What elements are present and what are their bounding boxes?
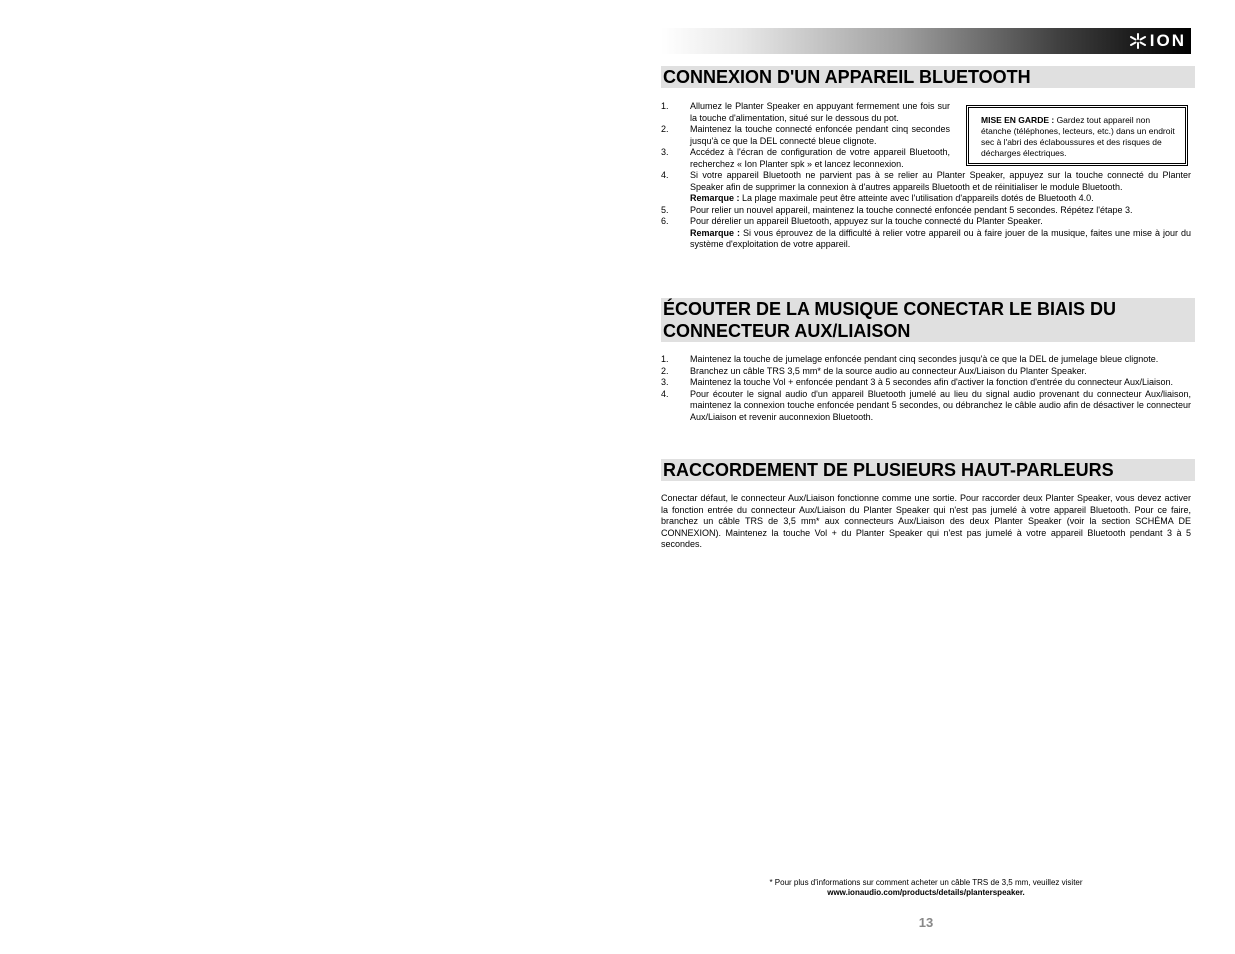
footnote-url: www.ionaudio.com/products/details/planterspeaker.: [827, 888, 1025, 897]
list-item: 2. Branchez un câble TRS 3,5 mm* de la source audio au connecteur Aux/Liaison du Planter Speaker.: [661, 365, 1087, 376]
brand-name: ION: [1149, 31, 1186, 50]
list-item: 4. Si votre appareil Bluetooth ne parvient pas à se relier au Planter Speaker, appuyez sur la touche connecté du Planter Speaker afin de supprimer la connexion à d'autres appareils Bluetooth et de réinitialiser le module Bluetooth. Remarque : La plage maximale peut être atteinte avec l'utilisation d'appareils dotés de Bluetooth 4.0.: [661, 170, 1191, 203]
warning-box: [966, 105, 1188, 166]
list-item: 1. Allumez le Planter Speaker en appuyant fermement une fois sur la touche d'alimentation, situé sur le dessous du pot.: [661, 101, 950, 123]
list-item: 1. Maintenez la touche de jumelage enfoncée pendant cinq secondes jusqu'à ce que la DEL de jumelage bleue clignote.: [661, 354, 1159, 364]
section-title-multi-speaker: RACCORDEMENT DE PLUSIEURS HAUT-PARLEURS: [661, 459, 1195, 481]
list-item: 3. Accédez à l'écran de configuration de votre appareil Bluetooth, recherchez « Ion Planter spk » et lancez leconnexion.: [661, 147, 950, 169]
warning-label: MISE EN GARDE :: [981, 115, 1055, 125]
list-item: 3. Maintenez la touche Vol + enfoncée pendant 3 à 5 secondes afin d'activer la fonction d'entrée du connecteur Aux/Liaison.: [661, 377, 1174, 387]
asterisk-logo-icon: [1130, 33, 1146, 49]
footnote-text: * Pour plus d'informations sur comment acheter un câble TRS de 3,5 mm, veuillez visiter: [769, 878, 1083, 887]
header-gradient-bar: [661, 28, 1191, 54]
aux-steps-list: [661, 354, 1191, 423]
warning-text: Gardez tout appareil non étanche (téléphones, lecteurs, etc.) dans un endroit sec à l'abri des éclaboussures et des risques de décharges électriques.: [981, 115, 1175, 158]
page-number: 13: [918, 915, 934, 930]
list-item: 2. Maintenez la touche connecté enfoncée pendant cinq secondes jusqu'à ce que la DEL connecté bleue clignote.: [661, 124, 950, 146]
footnote: [661, 878, 1191, 898]
ion-logo: [1130, 32, 1186, 50]
note-label: Remarque :: [690, 193, 740, 203]
note-label: Remarque :: [690, 227, 740, 238]
list-item: 6. Pour dérelier un appareil Bluetooth, appuyez sur la touche connecté du Planter Speaker. Remarque : Si vous éprouvez de la difficulté à relier votre appareil ou à faire jouer de la musique, faites une mise à jour du système d'exploitation de votre appareil.: [661, 216, 1191, 249]
section-title-aux: ÉCOUTER DE LA MUSIQUE CONECTAR LE BIAIS DU CONNECTEUR AUX/LIAISON: [661, 298, 1195, 342]
multi-speaker-paragraph: Conectar défaut, le connecteur Aux/Liaison fonctionne comme une sortie. Pour raccorder deux Planter Speaker, vous devez activer la fonction entrée du connecteur Aux/Liaison du Planter Speaker qui n'est pas jumelé à votre appareil Bluetooth. Pour ce faire, branchez un câble TRS de 3,5 mm* aux connecteurs Aux/Liaison des deux Planter Speaker (voir la section SCHÉMA DE CONNEXION). Maintenez la touche Vol + du Planter Speaker qui n'est pas jumelé à votre appareil Bluetooth pendant 3 à 5 secondes.: [661, 493, 1191, 549]
section-title-bluetooth: CONNEXION D'UN APPAREIL BLUETOOTH: [661, 66, 1195, 88]
list-item: 5. Pour relier un nouvel appareil, maintenez la touche connecté enfoncée pendant 5 secondes. Répétez l'étape 3.: [661, 204, 1133, 215]
list-item: 4. Pour écouter le signal audio d'un appareil Bluetooth jumelé au lieu du signal audio provenant du connecteur Aux/liaison, maintenez la connexion touche enfoncée pendant 5 secondes, ou débranchez le câble audio afin de désactiver le connecteur Aux/Liaison et revenir auconnexion Bluetooth.: [661, 388, 1191, 422]
